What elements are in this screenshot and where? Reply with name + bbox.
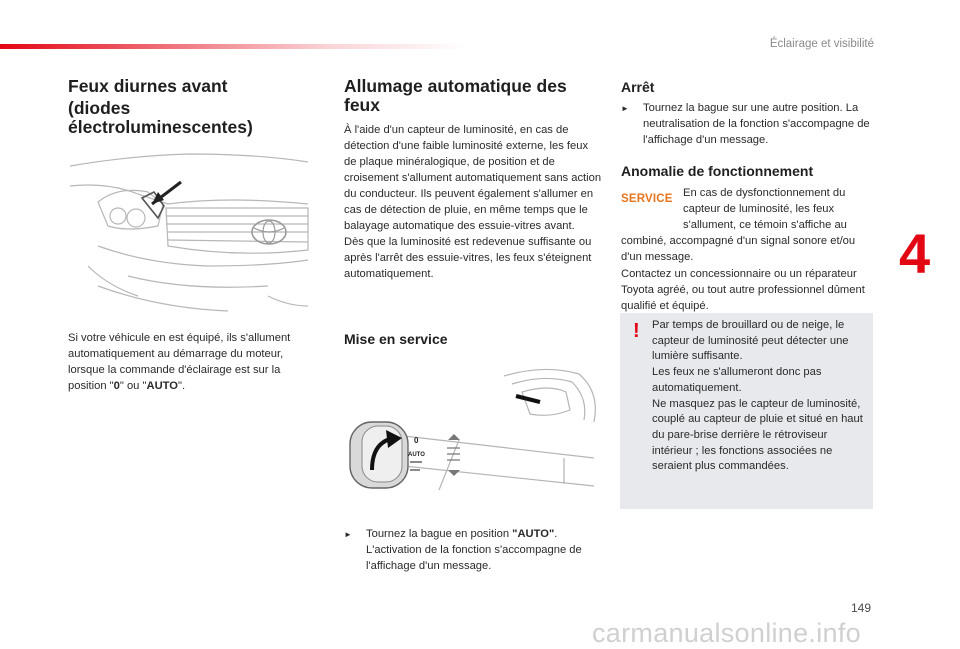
warning-exclamation-icon: ! bbox=[633, 320, 640, 342]
text-part: Si votre véhicule en est équipé, ils s'allument automatiquement au démarrage du moteur, lorsque la commande d'éclairage est sur la position " bbox=[68, 332, 291, 392]
step-row bbox=[344, 526, 602, 574]
position-zero: 0 bbox=[113, 380, 120, 392]
chapter-number: 4 bbox=[899, 222, 931, 285]
position-auto: AUTO bbox=[146, 380, 178, 392]
stalk-label-auto: AUTO bbox=[408, 452, 425, 458]
activation-title: Mise en service bbox=[344, 331, 448, 347]
stop-step bbox=[621, 100, 876, 148]
step-auto-value: "AUTO" bbox=[512, 528, 555, 540]
step-row bbox=[621, 100, 876, 148]
top-accent-bar bbox=[0, 44, 470, 49]
step-arrow-icon: ► bbox=[344, 530, 352, 539]
malfunction-text-body: En cas de dysfonctionnement du capteur de luminosité, les feux s'allument, ce témoin s'affiche au combiné, accompagné d'un signal sonore et/ou d'un message. bbox=[621, 187, 856, 263]
note-text: Par temps de brouillard ou de neige, le capteur de luminosité peut détecter une lumière suffisante. Les feux ne s'allumeront donc pas automatiquement. Ne masquez pas le capteur de luminosité, couplé au capteur de pluie et situé en haut du pare-brise derrière le rétroviseur intérieur ; les fonctions associées ne seraient plus commandées. bbox=[652, 319, 863, 473]
stalk-label-zero: 0 bbox=[414, 436, 419, 445]
stop-title: Arrêt bbox=[621, 79, 655, 95]
daytime-lights-subtitle: (diodes électroluminescentes) bbox=[68, 98, 253, 137]
malfunction-title: Anomalie de fonctionnement bbox=[621, 163, 814, 179]
headlight-illustration bbox=[68, 146, 309, 318]
step-arrow-icon: ► bbox=[621, 104, 629, 113]
auto-lights-intro: À l'aide d'un capteur de luminosité, en cas de détection d'une faible luminosité externe, les feux de plaque minéralogique, de position et de croisement s'allument automatiquement sans action du conducteur. Ils peuvent également s'allumer en cas de détection de pluie, en même temps que le balayage automatique des essuie-vitres avant. Dès que la luminosité est redevenue suffisante ou après l'arrêt des essuie-vitres, les feux s'éteignent automatiquement. bbox=[344, 124, 602, 280]
contact-dealer-text: Contactez un concessionnaire ou un réparateur Toyota agréé, ou tout autre professionnel dûment qualifié et équipé. bbox=[621, 268, 865, 312]
light-stalk-illustration bbox=[344, 362, 601, 499]
section-header: Éclairage et visibilité bbox=[769, 38, 874, 50]
text-part: " ou " bbox=[119, 380, 147, 392]
page-number: 149 bbox=[851, 601, 872, 615]
service-warning-icon: SERVICE bbox=[621, 193, 673, 205]
stop-step-text: Tournez la bague sur une autre position. La neutralisation de la fonction s'accompagne de l'affichage d'un message. bbox=[643, 102, 870, 146]
daytime-lights-title: Feux diurnes avant bbox=[68, 76, 228, 96]
step-text: Tournez la bague en position bbox=[366, 528, 513, 540]
watermark: carmanualsonline.info bbox=[592, 618, 861, 648]
activation-step bbox=[344, 526, 602, 574]
step-text-end: . L'activation de la fonction s'accompagne de l'affichage d'un message. bbox=[366, 528, 582, 572]
auto-lights-title: Allumage automatique des feux bbox=[344, 76, 567, 115]
malfunction-text bbox=[621, 185, 876, 265]
daytime-lights-text bbox=[68, 330, 313, 394]
service-spacer bbox=[621, 185, 683, 233]
text-part: ". bbox=[177, 380, 186, 392]
